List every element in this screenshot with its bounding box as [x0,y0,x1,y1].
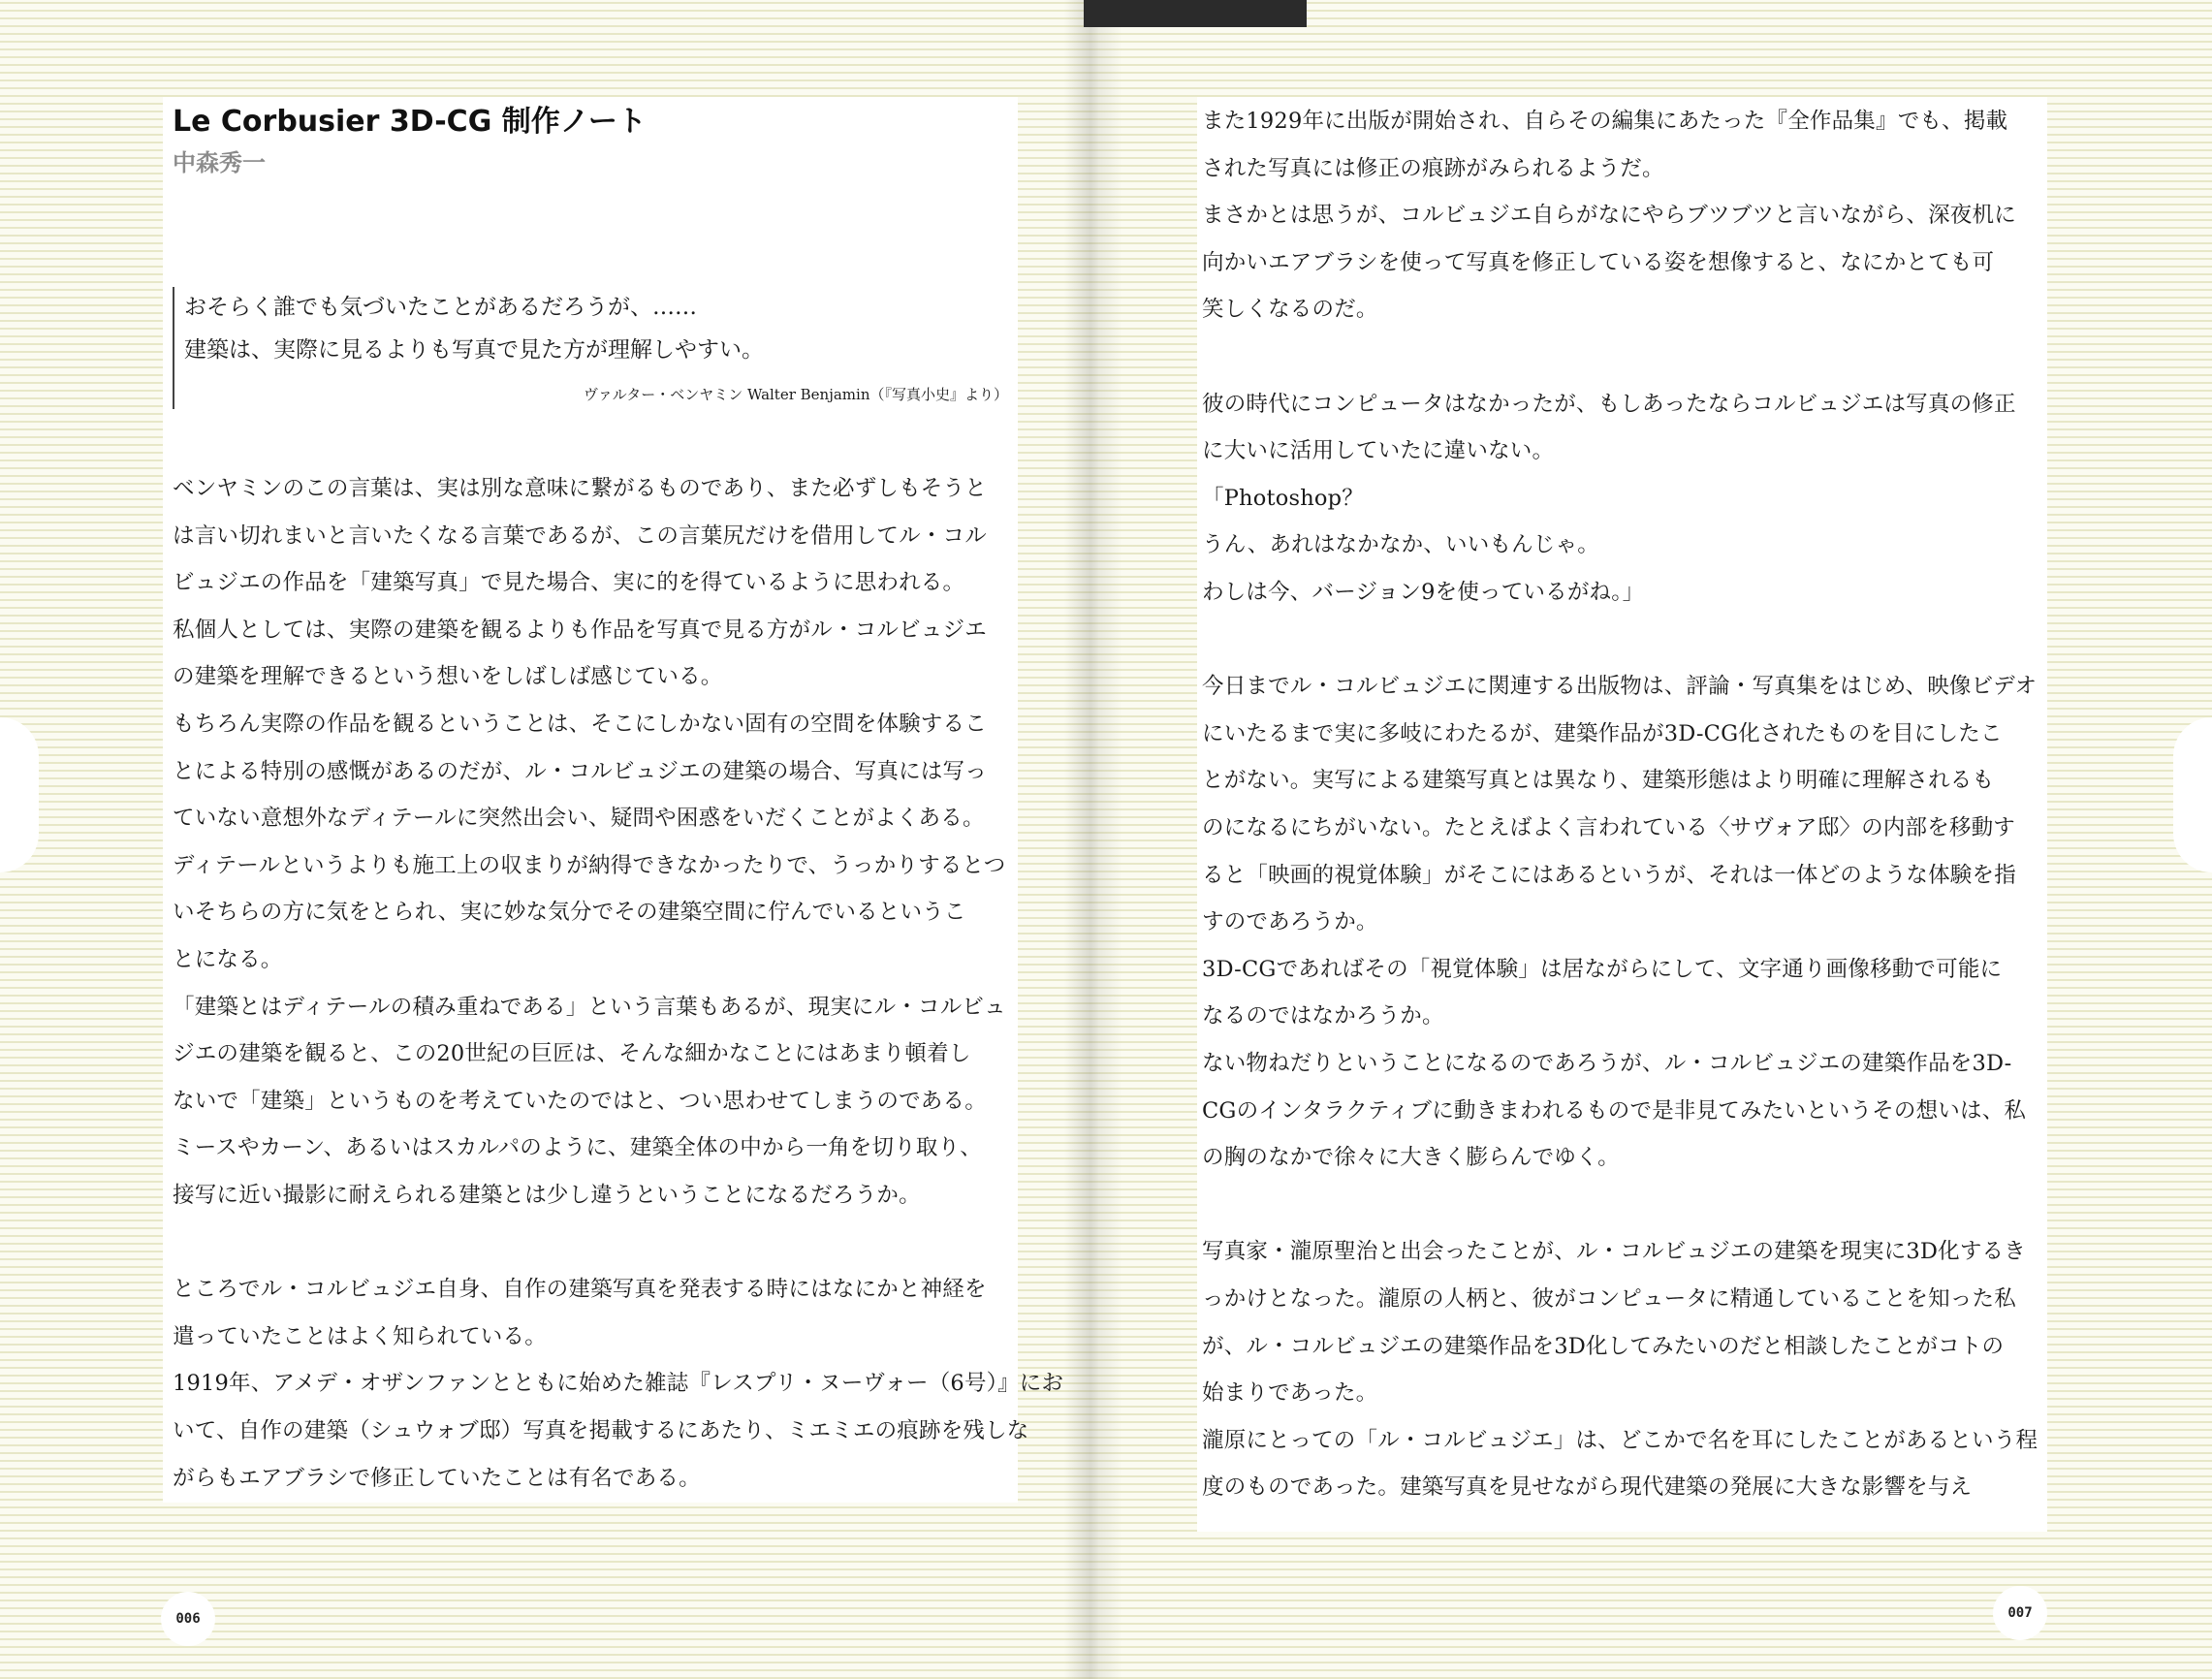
text-line: の建築を理解できるという想いをしばしば感じている。 [173,664,723,690]
text-line: CGのインタラクティブに動きまわれるもので是非見てみたいというその想いは、私 [1202,1097,2027,1124]
text-line: 「建築とはディテールの積み重ねである」という言葉もあるが、現実にル・コルビュ [173,994,1006,1020]
text-line: ない物ねだりということになるのであろうが、ル・コルビュジエの建築作品を3D- [1202,1051,2012,1076]
text-line: とによる特別の感慨があるのだが、ル・コルビュジエの建築の場合、写真には写っ [173,758,987,784]
text-line: 遣っていたことはよく知られている。 [173,1323,547,1349]
text-line: ていない意想外なディテールに突然出会い、疑問や困惑をいだくことがよくある。 [173,806,985,832]
text-line: いて、自作の建築（シュウォブ邸）写真を掲載するにあたり、ミエミエの痕跡を残しな [173,1418,1029,1443]
text-line: わしは今、バージョン9を使っているがね。」 [1202,580,1645,605]
text-line: 瀧原にとっての「ル・コルビュジエ」は、どこかで名を耳にしたことがあるという程 [1202,1427,2038,1453]
text-line: の胸のなかで徐々に大きく膨らんでゆく。 [1202,1145,1620,1171]
text-line: っかけとなった。瀧原の人柄と、彼がコンピュータに精通していることを知った私 [1202,1286,2016,1312]
text-line: 「Photoshop？ [1202,485,1364,511]
epigraph-source: ヴァルター・ベンヤミン Walter Benjamin（『写真小史』より） [583,386,1008,403]
epigraph-line-2: 建築は、実際に見るよりも写真で見た方が理解しやすい。 [184,337,764,363]
text-line: に大いに活用していたに違いない。 [1202,438,1555,464]
article-title: Le Corbusier 3D-CG 制作ノート [173,105,647,139]
text-line: 接写に近い撮影に耐えられる建築とは少し違うということになるだろうか。 [173,1183,921,1208]
text-line: 彼の時代にコンピュータはなかったが、もしあったならコルビュジエは写真の修正 [1202,391,2016,417]
binding-edge [1084,0,1307,27]
text-line: ると「映画的視覚体験」がそこにはあるというが、それは一体どのような体験を指 [1202,862,2016,888]
text-line: が、ル・コルビュジエの建築作品を3D化してみたいのだと相談したことがコトの [1202,1333,2005,1359]
text-line: ミースやカーン、あるいはスカルパのように、建築全体の中から一角を切り取り、 [173,1135,982,1161]
text-line: 始まりであった。 [1202,1380,1378,1407]
text-line: なるのではなかろうか。 [1202,1003,1444,1030]
page-number-left: 006 [161,1592,215,1646]
text-line: は言い切れまいと言いたくなる言葉であるが、この言葉尻だけを借用してル・コル [173,523,987,549]
text-line: ないで「建築」というものを考えていたのではと、つい思わせてしまうのである。 [173,1088,987,1114]
text-line: のになるにちがいない。たとえばよく言われている〈サヴォア邸〉の内部を移動す [1202,815,2016,840]
text-line: 3D-CGであればその「視覚体験」は居ながらにして、文字通り画像移動で可能に [1202,956,2003,982]
epigraph-line-1: おそらく誰でも気づいたことがあるだろうが、…… [184,295,697,320]
text-line: 1919年、アメデ・オザンファンとともに始めた雑誌『レスプリ・ヌーヴォー（6号）』にお [173,1371,1064,1397]
text-line: すのであろうか。 [1202,909,1378,935]
text-line: 笑しくなるのだ。 [1202,297,1378,323]
epigraph-block [173,287,1008,409]
text-line: とになる。 [173,947,283,972]
author-name: 中森秀一 [173,149,266,176]
text-line: ビュジエの作品を「建築写真」で見た場合、実に的を得ているように思われる。 [173,570,965,596]
thumb-cut-right [2173,717,2212,872]
text-line: ところでル・コルビュジエ自身、自作の建築写真を発表する時にはなにかと神経を [173,1277,987,1303]
gutter-shadow [1064,0,1122,1679]
text-line: された写真には修正の痕跡がみられるようだ。 [1202,155,1664,181]
text-line: まさかとは思うが、コルビュジエ自らがなにやらブツブツと言いながら、深夜机に [1202,203,2016,229]
text-line: もちろん実際の作品を観るということは、そこにしかない固有の空間を体験するこ [173,712,987,737]
text-line: また1929年に出版が開始され、自らその編集にあたった『全作品集』でも、掲載 [1202,109,2008,134]
text-line: 私個人としては、実際の建築を観るよりも作品を写真で見る方がル・コルビュジエ [173,617,987,643]
text-line: いそちらの方に気をとられ、実に妙な気分でその建築空間に佇んでいるというこ [173,900,966,926]
text-line: 度のものであった。建築写真を見せながら現代建築の発展に大きな影響を与え [1202,1474,1973,1501]
text-line: 向かいエアブラシを使って写真を修正している姿を想像すると、なにかとても可 [1202,249,1995,275]
page-number-right: 007 [1993,1586,2047,1640]
text-line: ジエの建築を観ると、この20世紀の巨匠は、そんな細かなことにはあまり頓着し [173,1041,971,1067]
thumb-cut-left [0,717,39,872]
text-line: ディテールというよりも施工上の収まりが納得できなかったりで、うっかりするとつ [173,852,1006,878]
text-line: にいたるまで実に多岐にわたるが、建築作品が3D-CG化されたものを目にしたこ [1202,720,2003,746]
text-line: うん、あれはなかなか、いいもんじゃ。 [1202,532,1599,558]
text-line: ベンヤミンのこの言葉は、実は別な意味に繋がるものであり、また必ずしもそうと [173,476,987,501]
text-line: がらもエアブラシで修正していたことは有名である。 [173,1465,701,1491]
text-line: 写真家・瀧原聖治と出会ったことが、ル・コルビュジエの建築を現実に3D化するき [1202,1239,2026,1265]
text-line: 今日までル・コルビュジエに関連する出版物は、評論・写真集をはじめ、映像ビデオ [1202,674,2038,700]
text-line: とがない。実写による建築写真とは異なり、建築形態はより明確に理解されるも [1202,768,1995,794]
